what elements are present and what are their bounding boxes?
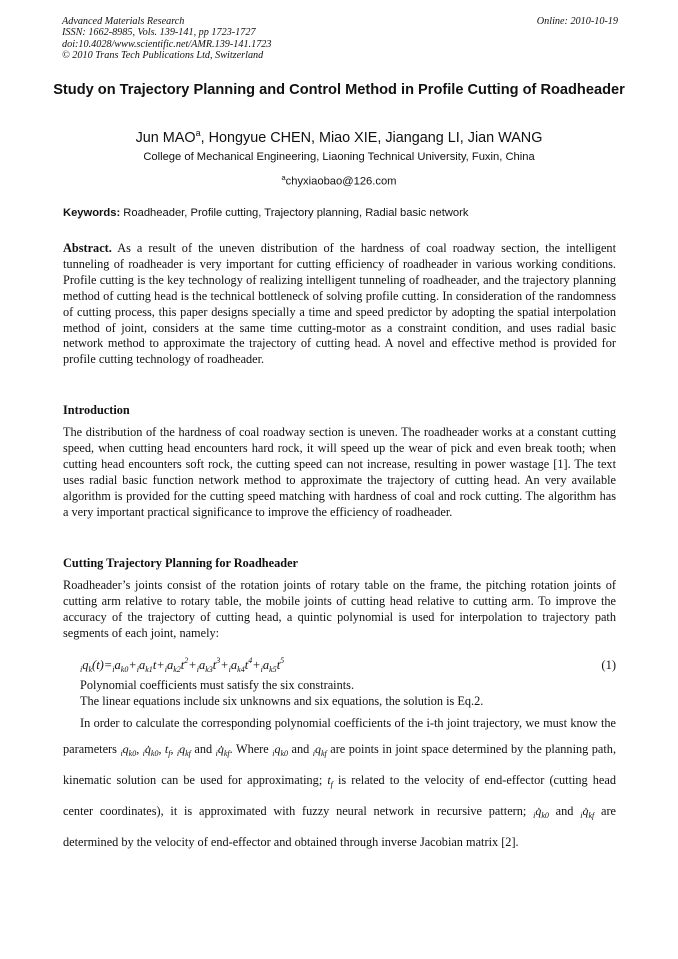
section-paragraph-ith-joint: In order to calculate the corresponding polynomial coefficients of the i-th joint trajectory, we must know the parameters $_iq_{k0}$, $_iq̇_{k0}$, $t_f$, $_iq_{kf}$ and $_iq̇_{kf}$. Where $_iq_{k0}$ and $_iq_{kf}$ are points in joint space determined by the planning path, kinematic solution can be used for approximating; $t_f$ is related to the velocity of end-effector (cutting head center coordinates), it is approximated with fuzzy neural network in recursive pattern; $_iq̇_{k0}$ and $_iq̇_{kf}$ are determined by the velocity of end-effector and obtained through inverse Jacobian matrix [2]. (63, 716, 617, 849)
affiliation: College of Mechanical Engineering, Liaoning Technical University, Fuxin, China (143, 151, 535, 163)
keywords-label: Keywords: (63, 207, 121, 219)
keywords-text: Roadheader, Profile cutting, Trajectory planning, Radial basic network (120, 207, 469, 219)
online-date: Online: 2010-10-19 (536, 16, 618, 27)
symbol-params: $_iq_{k0}$, $_iq̇_{k0}$, $t_f$, $_iq_{kf}$ (120, 742, 191, 758)
section-heading-trajectory: Cutting Trajectory Planning for Roadheader (63, 556, 298, 570)
abstract-label: Abstract. (63, 241, 112, 255)
keywords (63, 206, 616, 220)
symbol-qdot-kf-2: $_iq̇_{kf}$ (580, 804, 595, 820)
introduction-heading: Introduction (63, 403, 130, 417)
abstract-text: As a result of the uneven distribution of the hardness of coal roadway section, the intelligent tunneling of roadheader is very important for cutting efficiency of roadheader in various working conditions. Profile cutting is the key technology of realizing intelligent tunneling of roadheader, and the trajectory planning method of cutting head is the technical bottleneck of solving profile cutting. In consideration of the randomness of cutting process, this paper designs specially a time and speed predictor by adopting the spatial interpolation method of joint, considers at the same time cutting-motor as a constraint condition, and uses radial basic network method to approximate the trajectory of cutting head. A novel and effective method is provided for profile cutting technology of roadheader. (63, 241, 616, 367)
email-mark: a (281, 173, 286, 182)
symbol-q-kf: $_iq_{kf}$ (312, 742, 327, 758)
symbol-t-f: $t_f$ (327, 773, 333, 789)
introduction-text: The distribution of the hardness of coal roadway section is uneven. The roadheader works at a constant cutting speed, when cutting head encounters hard rock, it will speed up the wear of pick and even break tooth; when cutting head encounters soft rock, the cutting speed can not increase, resulting in power wastage [1]. The text uses radial basic function network method to approximate the trajectory of cutting head. An very available algorithm is provided for the cutting speed matching with hardness of coal and rock cutting. The algorithm has a very important practical significance to improve the efficiency of roadheader. (63, 425, 616, 519)
symbol-qdot-kf: $_iq̇_{kf}$ (215, 742, 230, 758)
section-paragraph-joints: Roadheader’s joints consist of the rotation joints of rotary table on the frame, the pitching rotation joints of cutting arm relative to rotary table, the mobile joints of cutting head relative to cutting arm. To improve the accuracy of the trajectory of cutting head, a quintic polynomial is used for interpolation to trajectory path segments of each joint, namely: (63, 578, 616, 640)
text-constraints: Polynomial coefficients must satisfy the six constraints. (80, 678, 355, 692)
abstract (63, 241, 616, 368)
equation-number: (1) (601, 658, 616, 672)
author-email (40, 171, 638, 189)
email-address: chyxiaobao@126.com (285, 175, 397, 188)
text-linear-equations: The linear equations include six unknowns and six equations, the solution is Eq.2. (80, 694, 484, 708)
journal-name: Advanced Materials Research (62, 16, 185, 27)
other-authors: , Hongyue CHEN, Miao XIE, Jiangang LI, Jian WANG (200, 129, 543, 146)
first-author: Jun MAO (135, 129, 196, 146)
author-list (40, 124, 638, 147)
equation-1 (80, 656, 616, 676)
paper-title: Study on Trajectory Planning and Control Method in Profile Cutting of Roadheader (53, 82, 625, 98)
author-affiliation-mark: a (195, 128, 201, 138)
symbol-q-k0: $_iq_{k0}$ (272, 742, 289, 758)
equation-1-formula: $_iq_k(t)=_ia_{k0}+_ia_{k1}t+_ia_{k2}t^2+_ia_{k3}t^3+_ia_{k4}t^4+_ia_{k5}t^5$ (80, 656, 285, 674)
journal-header (62, 16, 618, 62)
journal-copyright: © 2010 Trans Tech Publications Ltd, Switzerland (62, 50, 264, 62)
journal-doi: doi:10.4028/www.scientific.net/AMR.139-141.1723 (62, 38, 272, 50)
symbol-qdot-k0: $_iq̇_{k0}$ (533, 804, 549, 820)
journal-issn: ISSN: 1662-8985, Vols. 139-141, pp 1723-1727 (62, 27, 256, 39)
